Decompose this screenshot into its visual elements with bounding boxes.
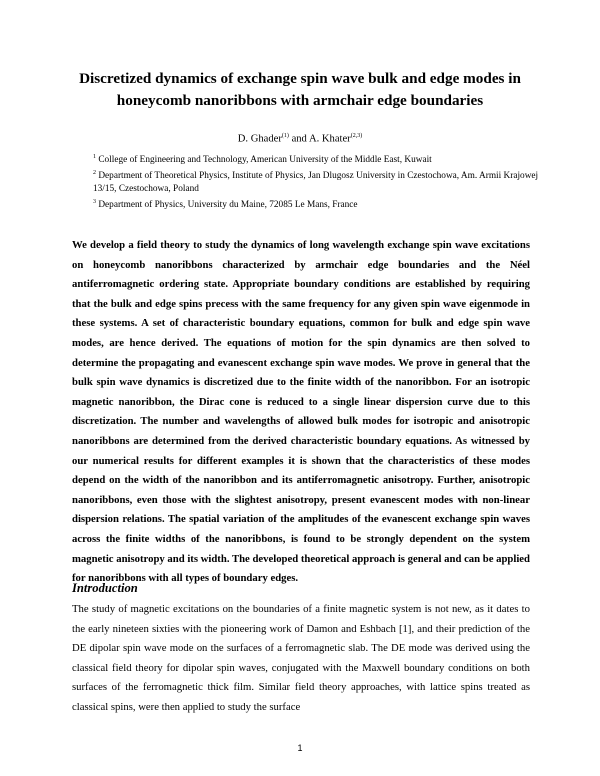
author-list	[0, 129, 600, 147]
section-heading-introduction: Introduction	[72, 581, 138, 595]
affiliation-1-number: 1	[93, 154, 96, 160]
affiliation-1	[93, 151, 553, 167]
abstract: We develop a field theory to study the dynamics of long wavelength exchange spin wave excitations on honeycomb nanoribbons characterized by armchair edge boundaries and the Néel antiferromagnetic ordering state. Appropriate boundary conditions are established by requiring that the bulk and edge spins precess with the same frequency for any given spin wave eigenmode in these systems. A set of characteristic boundary equations, common for bulk and edge spin wave modes, are hence derived. The equations of motion for the spin dynamics are then solved to determine the propagating and evanescent exchange spin wave modes. We prove in general that the bulk spin wave dynamics is discretized due to the finite width of the nanoribbon. For an isotropic magnetic nanoribbon, the Dirac cone is reduced to a single linear dispersion curve due to this discretization. The number and wavelengths of allowed bulk modes for isotropic and anisotropic nanoribbons are determined from the derived characteristic boundary equations. As witnessed by our numerical results for different examples it is shown that the characteristics of these modes depend on the width of the nanoribbon and its antiferromagnetic anisotropy. Further, anisotropic nanoribbons, even those with the slightest anisotropy, present evanescent modes with non-linear dispersion relations. The spatial variation of the amplitudes of the evanescent exchange spin waves across the finite widths of the nanoribbons, is found to be strongly dependent on the system magnetic anisotropy and its width. The developed theoretical approach is general and can be applied for nanoribbons with all types of boundary edges.	[72, 239, 530, 585]
author-1: D. Ghader	[237, 133, 282, 145]
title-line-2: honeycomb nanoribbons with armchair edge boundaries	[116, 92, 484, 109]
affiliation-2	[93, 167, 553, 196]
introduction-paragraph: The study of magnetic excitations on the boundaries of a finite magnetic system is not new, as it dates to the early nineteen sixties with the pioneering work of Damon and Eshbach [1], and their prediction of the DE dipolar spin wave mode on the surfaces of a ferromagnetic slab. The DE mode was derived using the classical field theory for dipolar spin waves, conjugated with the Maxwell boundary conditions on both surfaces of the ferromagnetic thick film. Similar field theory approaches, with lattice spins treated as classical spins, were then applied to study the surface	[72, 603, 530, 713]
affiliation-3	[93, 196, 553, 212]
author-conjunction: and	[291, 133, 307, 145]
page-number: 1	[297, 743, 303, 753]
affiliation-2-text: Department of Theoretical Physics, Institute of Physics, Jan Dlugosz University in Czestochowa, Am. Armii Krajowej 13/15, Czestochowa, Poland	[93, 171, 539, 194]
affiliation-3-number: 3	[93, 199, 96, 205]
paper-title	[60, 68, 540, 112]
author-2-affiliation: (2,3)	[350, 133, 363, 139]
affiliation-3-text: Department of Physics, University du Maine, 72085 Le Mans, France	[98, 200, 358, 210]
title-line-1: Discretized dynamics of exchange spin wave bulk and edge modes in	[79, 70, 521, 87]
author-1-affiliation: (1)	[281, 133, 289, 139]
affiliation-2-number: 2	[93, 170, 96, 176]
affiliation-1-text: College of Engineering and Technology, American University of the Middle East, Kuwait	[98, 155, 432, 165]
author-2: A. Khater	[308, 133, 351, 145]
